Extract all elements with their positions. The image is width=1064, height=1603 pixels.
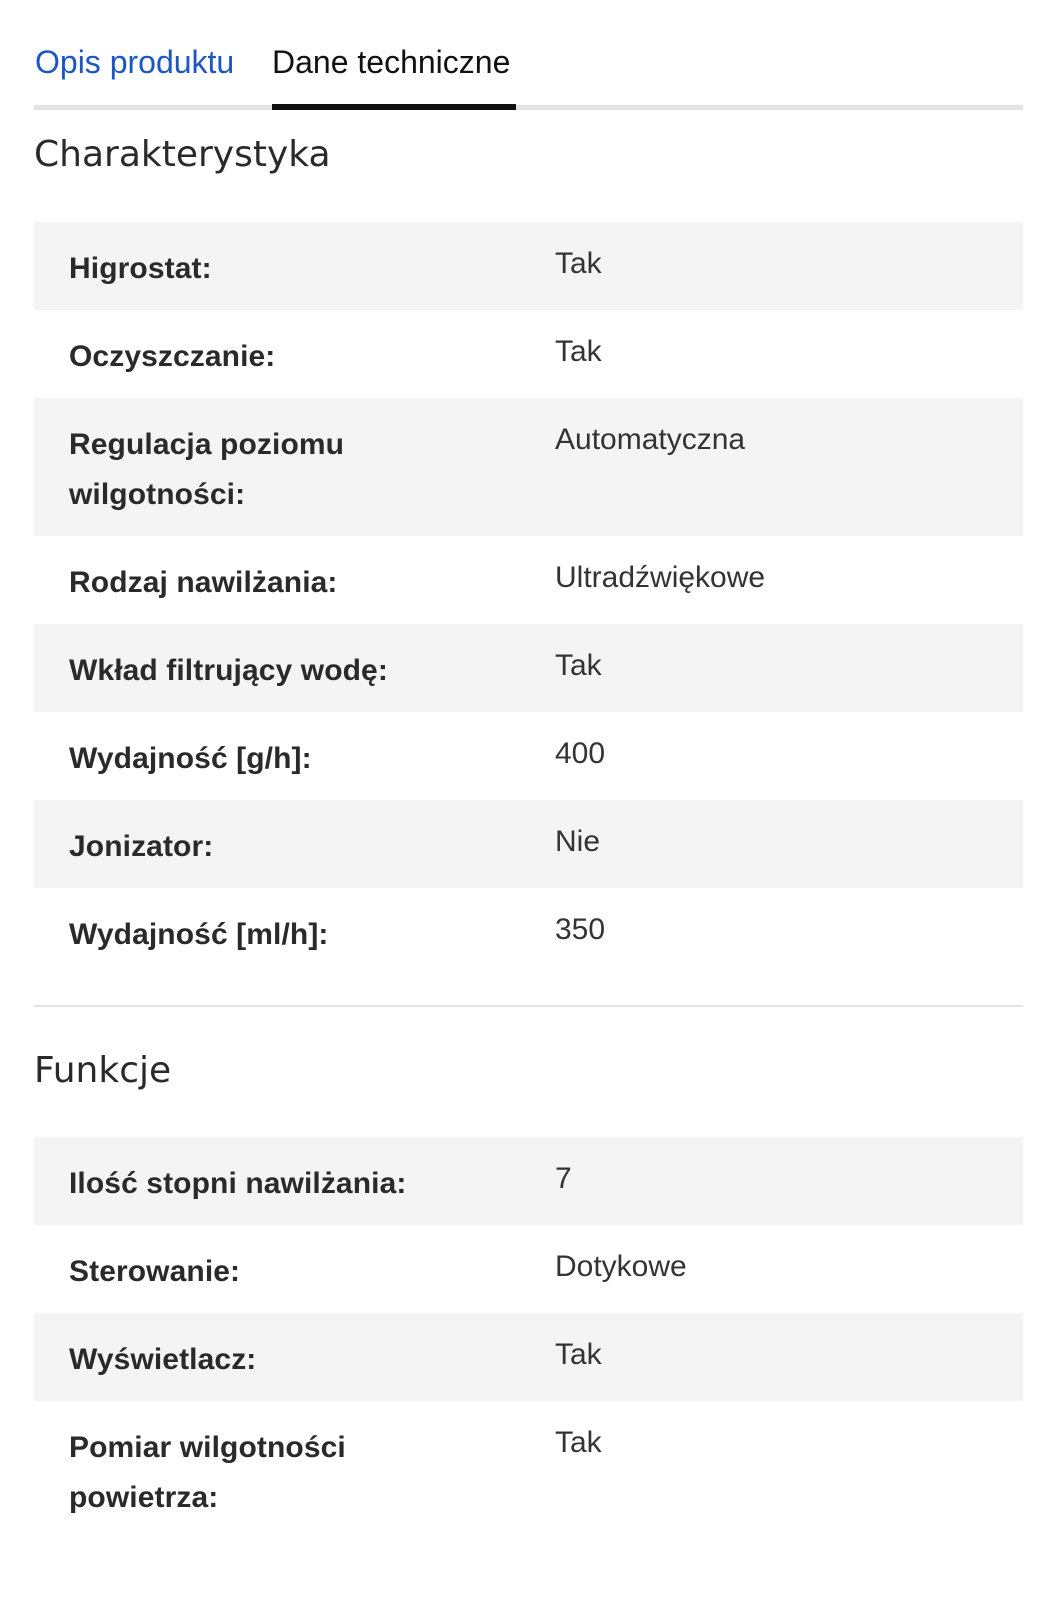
tab-product-description[interactable]: Opis produktu [35,44,235,80]
product-details-panel [34,0,1023,1514]
spec-row [34,800,1023,888]
spec-value: Tak [555,335,602,368]
spec-label: Regulacja poziomu wilgotności: [69,428,345,511]
spec-row [34,1313,1023,1401]
spec-label: Jonizator: [69,830,214,863]
spec-value: Tak [555,1338,602,1371]
spec-label: Ilość stopni nawilżania: [69,1167,407,1200]
spec-label: Wydajność [g/h]: [69,742,312,775]
active-tab-indicator [272,104,516,110]
spec-label: Wyświetlacz: [69,1343,257,1376]
spec-value: Tak [555,247,602,280]
section-title-functions: Funkcje [34,1050,172,1091]
spec-row [34,1401,1023,1539]
spec-value: Automatyczna [555,423,746,456]
section-divider [34,1005,1023,1007]
spec-row [34,536,1023,624]
spec-table-characteristics [34,222,1023,976]
spec-row [34,398,1023,536]
spec-label: Wkład filtrujący wodę: [69,654,388,687]
spec-value: Tak [555,1426,602,1459]
tab-bar [34,0,1023,110]
spec-label: Wydajność [ml/h]: [69,918,329,951]
spec-label: Pomiar wilgotności powietrza: [69,1431,346,1514]
spec-label: Sterowanie: [69,1255,241,1288]
spec-label: Oczyszczanie: [69,340,276,373]
spec-value: Ultradźwiękowe [555,561,766,594]
spec-row [34,1137,1023,1225]
spec-row [34,1225,1023,1313]
tab-technical-data[interactable]: Dane techniczne [272,44,511,80]
spec-row [34,888,1023,976]
spec-value: Tak [555,649,602,682]
spec-value: Dotykowe [555,1250,687,1283]
spec-table-functions [34,1137,1023,1539]
spec-value: 7 [555,1162,572,1195]
spec-row [34,310,1023,398]
spec-label: Higrostat: [69,252,212,285]
spec-label: Rodzaj nawilżania: [69,566,338,599]
section-title-characteristics: Charakterystyka [34,134,331,175]
spec-value: Nie [555,825,601,858]
spec-row [34,624,1023,712]
spec-row [34,222,1023,310]
spec-row [34,712,1023,800]
spec-value: 350 [555,913,606,946]
spec-value: 400 [555,737,606,770]
